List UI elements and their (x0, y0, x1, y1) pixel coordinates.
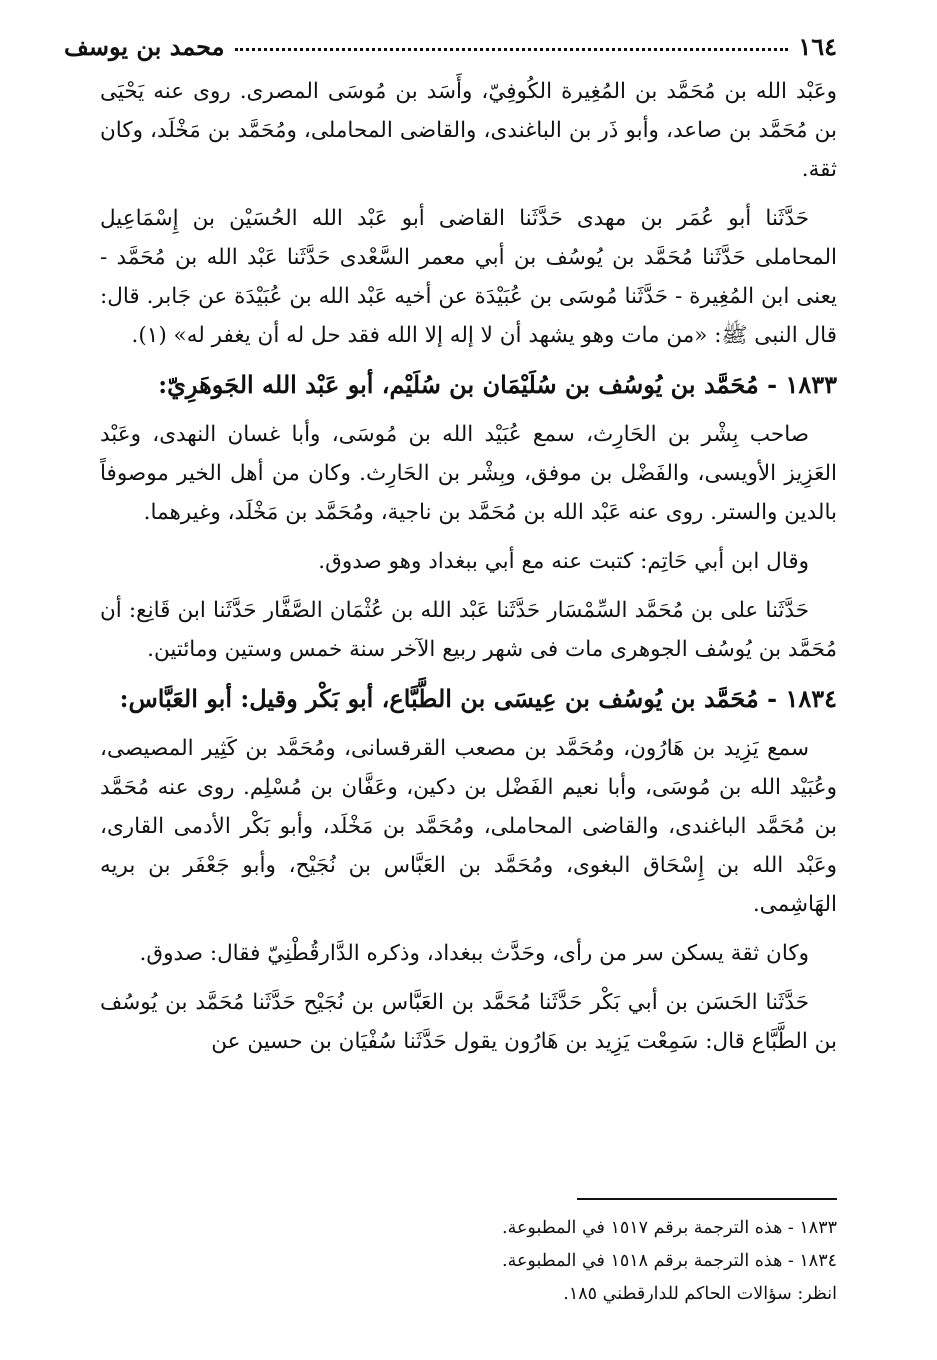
paragraph-daraqutni: وكان ثقة يسكن سر من رأى، وحَدَّث ببغداد، وذكره الدَّارقُطْنِيّ فقال: صدوق. (139, 941, 809, 966)
page-header (64, 28, 837, 64)
footnote-1834: ١٨٣٤ - هذه الترجمة برقم ١٥١٨ في المطبوعة. (502, 1251, 837, 1271)
footnote-reference: انظر: سؤالات الحاكم للدارقطني ١٨٥. (563, 1284, 837, 1304)
paragraph-isnad: حَدَّثَنا الحَسَن بن أبي بَكْر حَدَّثَنا مُحَمَّد بن العَبَّاس بن نُجَيْح حَدَّثَنا مُحَمَّد بن يُوسُف بن الطَّبَّاع قال: سَمِعْت يَزِيد بن هَارُون يقول حَدَّثَنا سُفْيَان بن حسين عن (100, 990, 837, 1054)
footnotes (100, 1212, 837, 1311)
paragraph-continuation: وعَبْد الله بن مُحَمَّد بن المُغِيرة الكُوفِيّ، وأَسَد بن مُوسَى المصرى. روى عنه يَحْيَى بن مُحَمَّد بن صاعد، وأبو ذَر بن الباغندى، والقاضى المحاملى، ومُحَمَّد بن مَخْلَد، وكان ثقة. (100, 79, 837, 182)
footnote-1833: ١٨٣٣ - هذه الترجمة برقم ١٥١٧ في المطبوعة. (502, 1218, 837, 1238)
page-number: ١٦٤ (798, 31, 837, 61)
footnote-divider (577, 1198, 837, 1200)
entry-heading-1834: ١٨٣٤ - مُحَمَّد بن يُوسُف بن عِيسَى بن الطَّبَّاع، أبو بَكْر وقيل: أبو العَبَّاس: (119, 684, 837, 713)
main-text (100, 72, 837, 1061)
paragraph-hadith: حَدَّثَنا أبو عُمَر بن مهدى حَدَّثَنا القاضى أبو عَبْد الله الحُسَيْن بن إِسْمَاعِيل المحاملى حَدَّثَنا مُحَمَّد بن يُوسُف بن أبي معمر السَّعْدى حَدَّثَنا عَبْد الله بن مُحَمَّد - يعنى ابن المُغِيرة - حَدَّثَنا مُوسَى بن عُبَيْدَة عن أخيه عَبْد الله بن عُبَيْدَة عن جَابر. قال: قال النبى ﷺ: «من مات وهو يشهد أن لا إله إلا الله فقد حل له أن يغفر له» (١). (100, 206, 837, 348)
header-dotted-leader (235, 34, 789, 51)
paragraph-entry-1834: سمع يَزِيد بن هَارُون، ومُحَمَّد بن مصعب القرقسانى، ومُحَمَّد بن كَثِير المصيصى، وعُبَيْد الله بن مُوسَى، وأبا نعيم الفَضْل بن دكين، وعَفَّان بن مُسْلِم. روى عنه مُحَمَّد بن مُحَمَّد الباغندى، والقاضى المحاملى، ومُحَمَّد بن مَخْلَد، وأبو بَكْر الأدمى القارى، وعَبْد الله بن إِسْحَاق البغوى، ومُحَمَّد بن العَبَّاس بن نُجَيْح، وأبو جَعْفَر بن بريه الهَاشِمى. (100, 736, 837, 917)
paragraph-entry-1833: صاحب بِشْر بن الحَارِث، سمع عُبَيْد الله بن مُوسَى، وأبا غسان النهدى، وعَبْد العَزِيز الأويسى، والفَضْل بن موفق، وبِشْر بن الحَارِث. وكان من أهل الخير موصوفاً بالدين والستر. روى عنه عَبْد الله بن مُحَمَّد بن ناجية، ومُحَمَّد بن مَخْلَد، وغيرهما. (100, 422, 837, 525)
paragraph-death-date: حَدَّثَنا على بن مُحَمَّد السِّمْسَار حَدَّثَنا عَبْد الله بن عُثْمَان الصَّفَّار حَدَّثَنا ابن قَانِع: أن مُحَمَّد بن يُوسُف الجوهرى مات فى شهر ربيع الآخر سنة خمس وستين ومائتين. (100, 598, 837, 662)
running-title: محمد بن يوسف (64, 31, 225, 61)
paragraph-ibn-abi-hatim: وقال ابن أبي حَاتِم: كتبت عنه مع أبي ببغداد وهو صدوق. (318, 549, 809, 574)
entry-heading-1833: ١٨٣٣ - مُحَمَّد بن يُوسُف بن سُلَيْمَان بن سُلَيْم، أبو عَبْد الله الجَوهَرِيّ: (158, 370, 837, 399)
